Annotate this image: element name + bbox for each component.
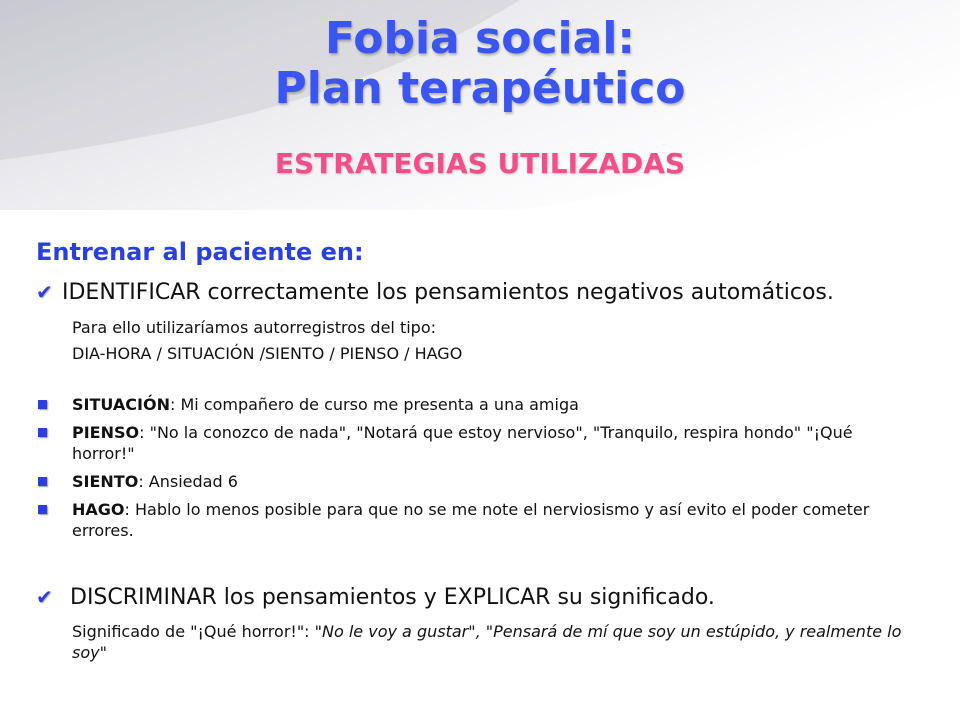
check-item-identificar (36, 280, 834, 305)
bullet-key: HAGO (72, 500, 125, 519)
item1-note2: DIA-HORA / SITUACIÓN /SIENTO / PIENSO / HAGO (72, 344, 463, 363)
slide-title-line1: Fobia social: (324, 13, 636, 64)
item1-note1: Para ello utilizaríamos autorregistros del tipo: (72, 318, 436, 337)
slide-subtitle: ESTRATEGIAS UTILIZADAS (274, 147, 686, 180)
bullet-key: SIENTO (72, 472, 139, 491)
bullet-text: : "No la conozco de nada", "Notará que estoy nervioso", "Tranquilo, respira hondo" "¡Qué horror!" (72, 423, 853, 463)
bullet-text: : Ansiedad 6 (138, 472, 238, 491)
list-item (36, 499, 916, 541)
lead-text: Entrenar al paciente en: (36, 238, 364, 266)
list-item (36, 422, 916, 464)
square-bullet-icon (38, 428, 47, 437)
bullet-key: SITUACIÓN (72, 395, 170, 414)
slide-title (0, 14, 960, 114)
square-bullet-icon (38, 477, 47, 486)
check-item-discriminar (36, 585, 715, 610)
check-item-discriminar-text: DISCRIMINAR los pensamientos y EXPLICAR su significado. (70, 585, 715, 610)
check-icon: ✔ (36, 585, 53, 609)
square-bullet-icon (38, 505, 47, 514)
bullet-text: : Hablo lo menos posible para que no se me note el nerviosismo y así evito el poder cometer errores. (72, 500, 870, 540)
item2-note-prefix: Significado de "¡Qué horror!": (72, 622, 315, 641)
bullet-key: PIENSO (72, 423, 140, 442)
list-item (36, 471, 916, 492)
check-icon: ✔ (36, 280, 53, 304)
slide-title-line2: Plan terapéutico (274, 63, 686, 114)
check-item-identificar-text: IDENTIFICAR correctamente los pensamientos negativos automáticos. (62, 280, 834, 305)
square-bullet-icon (38, 400, 47, 409)
item2-note (72, 621, 912, 663)
bullet-list (36, 394, 916, 548)
item2-note-quote: "No le voy a gustar", "Pensará de mí que soy un estúpido, y realmente lo soy" (72, 622, 902, 662)
bullet-text: : Mi compañero de curso me presenta a una amiga (169, 395, 579, 414)
list-item (36, 394, 916, 415)
